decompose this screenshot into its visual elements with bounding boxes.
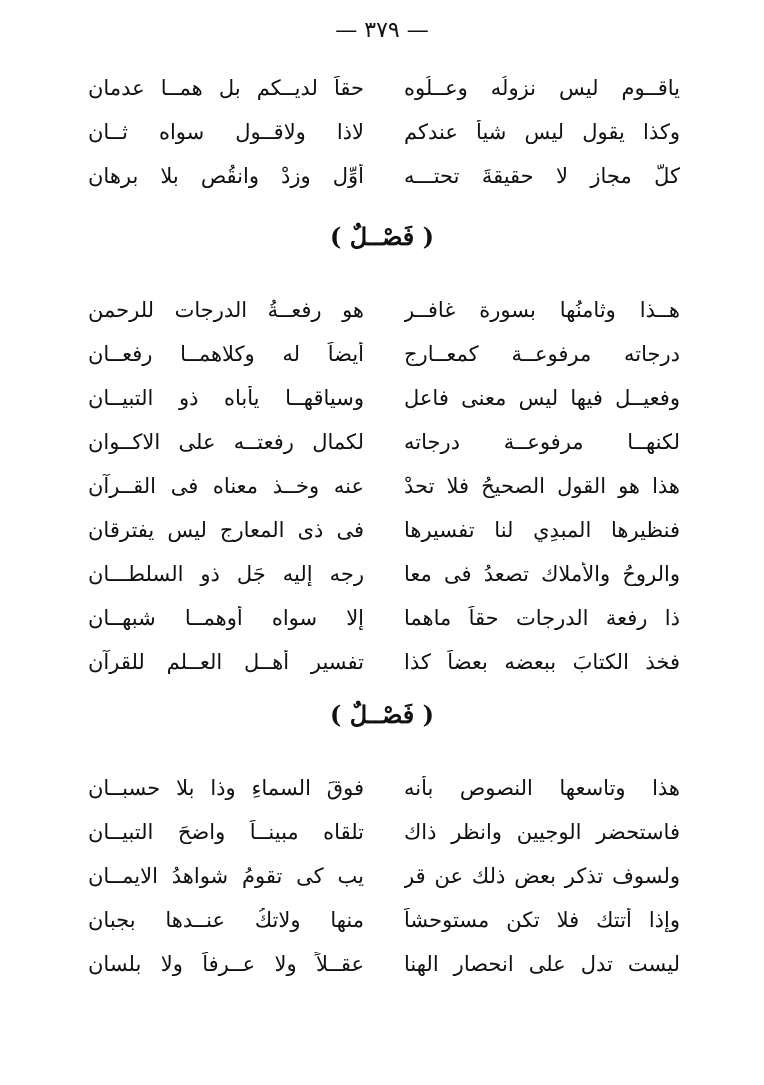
first-hemistich: درجاته مرفوعــة كمعــارج <box>404 342 680 366</box>
second-hemistich: وسياقهــا يأْباه ذو التبيــان <box>88 386 364 410</box>
verse-line <box>0 596 764 640</box>
verse-line <box>0 420 764 464</box>
first-hemistich: هذا هو القول الصحيحُ فلا تحدْ <box>404 474 680 498</box>
first-hemistich: ليست تدل على انحصار الهنا <box>404 952 680 976</box>
verse-line <box>0 640 764 684</box>
first-hemistich: وفعيــل فيها ليس معنى فاعلٍ <box>404 386 680 410</box>
verse-line <box>0 464 764 508</box>
verse-line <box>0 332 764 376</box>
second-hemistich: فى ذى المعارجِ ليس يفترقان <box>88 518 364 542</box>
first-hemistich: فنظيرها المبدِي لنا تفسيرها <box>404 518 680 542</box>
poem-section <box>0 766 764 986</box>
verse-line <box>0 288 764 332</box>
verse-line <box>0 898 764 942</box>
poem-section <box>0 66 764 198</box>
second-hemistich: يب كى تقومُ شواهدُ الايمــان <box>88 864 364 888</box>
verse-line <box>0 552 764 596</box>
first-hemistich: وإذا أتتك فلا تكن مستوحشاً <box>404 908 680 932</box>
first-hemistich: فاستحضرِ الوجيينِ وانظر ذاك <box>404 820 680 844</box>
first-hemistich: كلٌّ مجاز لا حقيقةَ تحتـــه <box>404 164 680 188</box>
first-hemistich: ولسوف تذكر بعض ذلك عن قر <box>404 864 680 888</box>
verse-line <box>0 854 764 898</box>
second-hemistich: أوِّل وزِدْ وانقُص بلا برهان <box>88 164 364 188</box>
first-hemistich: ذا رفعة الدرجات حقاً ماهما <box>404 606 680 630</box>
second-hemistich: رجه إليه جَل ذو السلطـــان <box>88 562 364 586</box>
verse-line <box>0 766 764 810</box>
section-heading: ( فَصْــلٌ ) <box>330 222 434 251</box>
poem-section <box>0 288 764 684</box>
second-hemistich: أيضاً له وكلاهمــا رفعــان <box>88 342 364 366</box>
page-number: — ٣٧٩ — <box>335 18 429 43</box>
first-hemistich: ياقــوم ليس نزولُه وعــلُوه <box>404 76 680 100</box>
verse-line <box>0 154 764 198</box>
second-hemistich: فوقَ السماءِ وذا بلا حسبــان <box>88 776 364 800</box>
verse-line <box>0 508 764 552</box>
first-hemistich: لكنهــا مرفوعــة درجاته <box>404 430 680 454</box>
second-hemistich: عنه وخــذ معناه فى القــرآن <box>88 474 364 498</box>
second-hemistich: هو رفعــةُ الدرجات للرحمن <box>88 298 364 322</box>
second-hemistich: تفسير أهــلِ العــلم للقرآن <box>88 650 364 674</box>
section-heading: ( فَصْــلٌ ) <box>330 700 434 729</box>
first-hemistich: هــذا وثامنُها بسورة غافــر <box>404 298 680 322</box>
verse-line <box>0 942 764 986</box>
first-hemistich: هذا وتاسعها النصوص بأنه <box>404 776 680 800</box>
verse-line <box>0 110 764 154</box>
second-hemistich: حقاً لديــكم بل همــا عدمان <box>88 76 364 100</box>
second-hemistich: إلا سواه أوهمــا شبهــان <box>88 606 364 630</box>
second-hemistich: تلقاه مبينــاً واضحَ التبيــان <box>88 820 364 844</box>
verse-line <box>0 810 764 854</box>
first-hemistich: وكذا يقول ليس شيأً عندكم <box>404 120 680 144</box>
first-hemistich: والروحُ والأملاك تصعدُ فى معا <box>404 562 680 586</box>
second-hemistich: لاذا ولاقــول سواه ثــان <box>88 120 364 144</box>
verse-line <box>0 376 764 420</box>
first-hemistich: فخذ الكتابَ ببعضه بعضاً كذا <box>404 650 680 674</box>
second-hemistich: لكمال رفعتــه على الاكــوان <box>88 430 364 454</box>
second-hemistich: منها ولاتكُ عنــدها بجبان <box>88 908 364 932</box>
verse-line <box>0 66 764 110</box>
second-hemistich: عقــلاً ولا عــرفاً ولا بلسان <box>88 952 364 976</box>
